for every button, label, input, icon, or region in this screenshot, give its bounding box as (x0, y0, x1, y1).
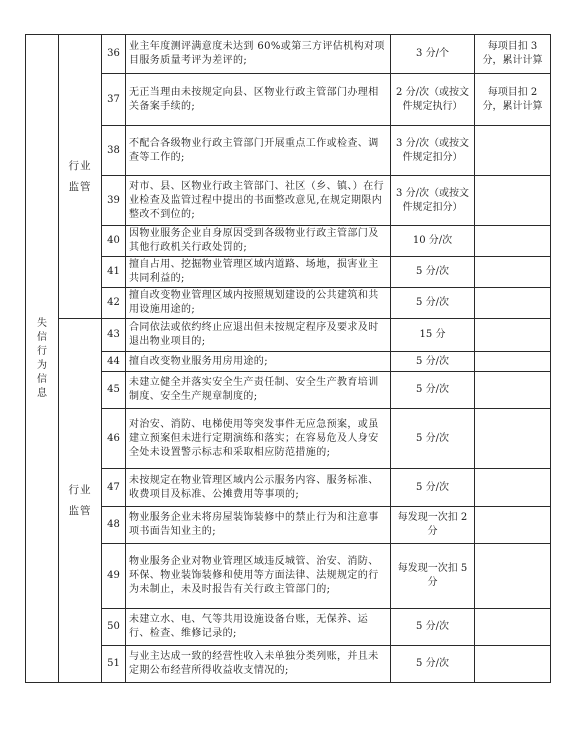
table-row (26, 507, 551, 544)
table-row (26, 35, 551, 74)
row-number: 48 (102, 507, 126, 544)
row-points: 5 分/次 (391, 646, 475, 683)
row-points: 15 分 (391, 319, 475, 352)
row-description: 对治安、消防、电梯使用等突发事件无应急预案，或虽建立预案但未进行定期演练和落实；在容易危及人身安全处未设置警示标志和采取相应防范措施的; (126, 409, 391, 469)
row-description: 合同依法或依约终止应退出但未按规定程序及要求及时退出物业项目的; (126, 319, 391, 352)
row-description: 对市、县、区物业行政主管部门、社区（乡、镇、）在行业检查及监管过程中提出的书面整改意见,在规定期限内整改不到位的; (126, 176, 391, 226)
row-description: 与业主达成一致的经营性收入未单独分类列账，并且未定期公布经营所得收益收支情况的; (126, 646, 391, 683)
row-note: 每项目扣 2 分，累计计算 (475, 74, 551, 126)
table-row (26, 319, 551, 352)
row-note (475, 409, 551, 469)
table-row (26, 372, 551, 409)
row-number: 38 (102, 126, 126, 176)
row-points: 5 分/次 (391, 469, 475, 507)
row-note (475, 257, 551, 288)
row-points: 5 分/次 (391, 409, 475, 469)
row-points: 5 分/次 (391, 352, 475, 372)
table-row (26, 469, 551, 507)
row-note (475, 319, 551, 352)
table-row (26, 176, 551, 226)
row-note (475, 646, 551, 683)
row-description: 未建立水、电、气等共用设施设备台账，无保养、运行、检查、维修记录的; (126, 609, 391, 646)
table-row (26, 544, 551, 609)
row-note (475, 288, 551, 319)
table-row (26, 257, 551, 288)
row-number: 39 (102, 176, 126, 226)
row-description: 因物业服务企业自身原因受到各级物业行政主管部门及其他行政机关行政处罚的; (126, 226, 391, 257)
row-number: 43 (102, 319, 126, 352)
row-description: 不配合各级物业行政主管部门开展重点工作或检查、调查等工作的; (126, 126, 391, 176)
row-note (475, 469, 551, 507)
row-note (475, 176, 551, 226)
row-points: 3 分/次（或按文件规定扣分） (391, 126, 475, 176)
row-description: 业主年度测评满意度未达到 60%或第三方评估机构对项目服务质量考评为差评的; (126, 35, 391, 74)
subcategory-cell (59, 319, 102, 683)
row-number: 40 (102, 226, 126, 257)
subcategory-cell (59, 35, 102, 319)
row-points: 5 分/次 (391, 257, 475, 288)
row-number: 47 (102, 469, 126, 507)
table-row (26, 352, 551, 372)
row-points: 5 分/次 (391, 372, 475, 409)
penalty-table (25, 34, 551, 683)
row-note (475, 226, 551, 257)
row-description: 无正当理由未按规定向县、区物业行政主管部门办理相关备案手续的; (126, 74, 391, 126)
row-number: 45 (102, 372, 126, 409)
table-row (26, 226, 551, 257)
row-number: 50 (102, 609, 126, 646)
row-points: 每发现一次扣 5 分 (391, 544, 475, 609)
table-row (26, 74, 551, 126)
row-description: 擅自改变物业服务用房用途的; (126, 352, 391, 372)
row-description: 物业服务企业未将房屋装饰装修中的禁止行为和注意事项书面告知业主的; (126, 507, 391, 544)
row-note (475, 372, 551, 409)
row-description: 物业服务企业对物业管理区域违反城管、治安、消防、环保、物业装饰装修和使用等方面法律、法规规定的行为未制止，未及时报告有关行政主管部门的; (126, 544, 391, 609)
category-cell (26, 35, 59, 683)
row-points: 10 分/次 (391, 226, 475, 257)
row-number: 46 (102, 409, 126, 469)
row-note (475, 126, 551, 176)
row-note (475, 507, 551, 544)
row-description: 未按规定在物业管理区域内公示服务内容、服务标准、收费项目及标准、公摊费用等事项的; (126, 469, 391, 507)
row-number: 44 (102, 352, 126, 372)
row-points: 2 分/次（或按文件规定执行） (391, 74, 475, 126)
subcategory-label: 行业监管 (68, 483, 92, 517)
row-number: 49 (102, 544, 126, 609)
row-points: 5 分/次 (391, 288, 475, 319)
category-label: 失信行为信息 (37, 317, 47, 399)
subcategory-label: 行业监管 (68, 159, 92, 193)
row-points: 3 分/次（或按文件规定扣分） (391, 176, 475, 226)
table-row (26, 609, 551, 646)
row-points: 5 分/次 (391, 609, 475, 646)
row-note: 每项目扣 3 分，累计计算 (475, 35, 551, 74)
row-number: 42 (102, 288, 126, 319)
row-number: 51 (102, 646, 126, 683)
row-note (475, 352, 551, 372)
table-row (26, 288, 551, 319)
table-row (26, 646, 551, 683)
row-number: 36 (102, 35, 126, 74)
row-description: 未建立健全并落实安全生产责任制、安全生产教育培训制度、安全生产规章制度的; (126, 372, 391, 409)
row-number: 37 (102, 74, 126, 126)
row-description: 擅自占用、挖掘物业管理区域内道路、场地，损害业主共同利益的; (126, 257, 391, 288)
row-number: 41 (102, 257, 126, 288)
row-points: 3 分/个 (391, 35, 475, 74)
table-row (26, 126, 551, 176)
row-note (475, 609, 551, 646)
row-description: 擅自改变物业管理区域内按照规划建设的公共建筑和共用设施用途的; (126, 288, 391, 319)
row-points: 每发现一次扣 2 分 (391, 507, 475, 544)
row-note (475, 544, 551, 609)
table-row (26, 409, 551, 469)
